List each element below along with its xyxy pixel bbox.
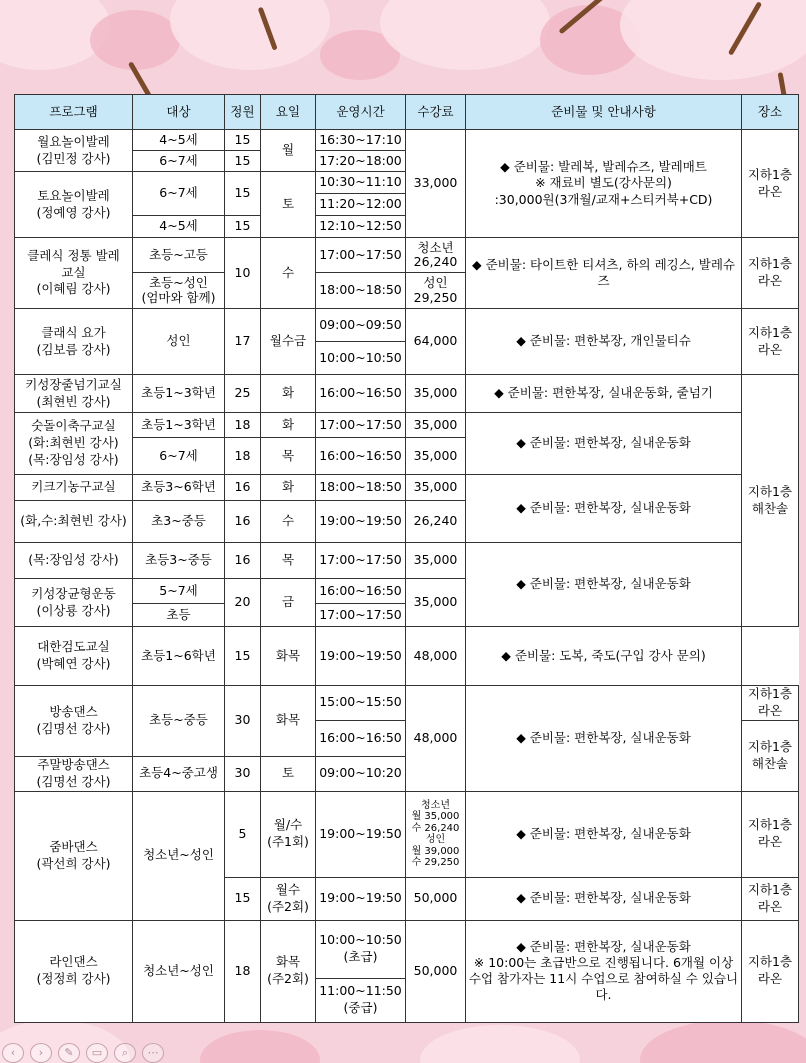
program-cell: 월요놀이발레 (김민정 강사) bbox=[15, 130, 133, 172]
capacity-cell: 15 bbox=[225, 877, 261, 920]
program-cell: 주말방송댄스 (김명선 강사) bbox=[15, 756, 133, 791]
table-row bbox=[15, 686, 799, 721]
time-cell: 18:00~18:50 bbox=[316, 273, 406, 309]
table-row bbox=[15, 543, 799, 579]
capacity-cell: 30 bbox=[225, 756, 261, 791]
target-cell: 6~7세 bbox=[133, 438, 225, 475]
day-cell: 목 bbox=[261, 543, 316, 579]
program-cell: 라인댄스 (정정희 강사) bbox=[15, 920, 133, 1022]
target-cell: 청소년~성인 bbox=[133, 920, 225, 1022]
day-cell: 화목 bbox=[261, 686, 316, 757]
target-cell: 초등3~중등 bbox=[133, 543, 225, 579]
fee-cell: 성인 29,250 bbox=[406, 273, 466, 309]
col-fee: 수강료 bbox=[406, 95, 466, 130]
fee-cell: 청소년 26,240 bbox=[406, 238, 466, 273]
time-cell: 09:00~10:20 bbox=[316, 756, 406, 791]
capacity-cell: 18 bbox=[225, 438, 261, 475]
time-cell: 17:00~17:50 bbox=[316, 543, 406, 579]
target-cell: 5~7세 bbox=[133, 579, 225, 604]
table-row bbox=[15, 375, 799, 413]
program-cell: 키크기농구교실 bbox=[15, 475, 133, 501]
place-cell: 지하1층 라온 bbox=[742, 920, 799, 1022]
capacity-cell: 15 bbox=[225, 130, 261, 151]
col-place: 장소 bbox=[742, 95, 799, 130]
place-cell: 지하1층 라온 bbox=[742, 309, 799, 375]
day-cell: 토 bbox=[261, 172, 316, 238]
time-cell: 16:00~16:50 bbox=[316, 720, 406, 756]
col-day: 요일 bbox=[261, 95, 316, 130]
program-cell: 클래식 요가 (김보름 강사) bbox=[15, 309, 133, 375]
fee-cell: 48,000 bbox=[406, 627, 466, 686]
time-cell: 10:00~10:50 (초급) bbox=[316, 920, 406, 978]
fee-cell: 청소년 월 35,000 수 26,240 성인 월 39,000 수 29,250 bbox=[406, 791, 466, 877]
fee-cell: 35,000 bbox=[406, 438, 466, 475]
schedule-table bbox=[14, 94, 799, 1023]
program-cell: 토요놀이발레 (정예영 강사) bbox=[15, 172, 133, 238]
fee-cell: 35,000 bbox=[406, 543, 466, 579]
capacity-cell: 17 bbox=[225, 309, 261, 375]
place-cell: 지하1층 라온 bbox=[742, 238, 799, 309]
table-row bbox=[15, 238, 799, 273]
time-cell: 17:20~18:00 bbox=[316, 151, 406, 172]
time-cell: 19:00~19:50 bbox=[316, 627, 406, 686]
target-cell: 초3~중등 bbox=[133, 501, 225, 543]
day-cell: 화 bbox=[261, 475, 316, 501]
time-cell: 17:00~17:50 bbox=[316, 604, 406, 627]
capacity-cell: 16 bbox=[225, 475, 261, 501]
day-cell: 화목 (주2회) bbox=[261, 920, 316, 1022]
time-cell: 11:00~11:50 (중급) bbox=[316, 978, 406, 1022]
day-cell: 토 bbox=[261, 756, 316, 791]
place-cell: 지하1층 라온 bbox=[742, 686, 799, 721]
col-time: 운영시간 bbox=[316, 95, 406, 130]
target-cell: 초등~중등 bbox=[133, 686, 225, 757]
fee-cell: 35,000 bbox=[406, 375, 466, 413]
program-cell: 줌바댄스 (곽선희 강사) bbox=[15, 791, 133, 920]
col-program: 프로그램 bbox=[15, 95, 133, 130]
capacity-cell: 30 bbox=[225, 686, 261, 757]
table-row bbox=[15, 413, 799, 438]
time-cell: 16:00~16:50 bbox=[316, 438, 406, 475]
place-cell: 지하1층 해찬솔 bbox=[742, 375, 799, 627]
day-cell: 수 bbox=[261, 501, 316, 543]
screen-icon[interactable]: ▭ bbox=[86, 1043, 108, 1063]
time-cell: 16:00~16:50 bbox=[316, 375, 406, 413]
table-row bbox=[15, 309, 799, 342]
table-row bbox=[15, 475, 799, 501]
slide-toolbar bbox=[2, 1043, 164, 1063]
note-cell: ◆ 준비물: 도복, 죽도(구입 강사 문의) bbox=[466, 627, 742, 686]
time-cell: 19:00~19:50 bbox=[316, 501, 406, 543]
program-cell: 숫돌이축구교실 (화:최현빈 강사) (목:장임성 강사) bbox=[15, 413, 133, 475]
target-cell: 성인 bbox=[133, 309, 225, 375]
time-cell: 19:00~19:50 bbox=[316, 877, 406, 920]
note-cell: ◆ 준비물: 편한복장, 실내운동화, 줄넘기 bbox=[466, 375, 742, 413]
capacity-cell: 15 bbox=[225, 172, 261, 216]
capacity-cell: 25 bbox=[225, 375, 261, 413]
time-cell: 19:00~19:50 bbox=[316, 791, 406, 877]
fee-cell: 35,000 bbox=[406, 413, 466, 438]
fee-cell: 35,000 bbox=[406, 475, 466, 501]
target-cell: 6~7세 bbox=[133, 172, 225, 216]
fee-cell: 26,240 bbox=[406, 501, 466, 543]
note-cell: ◆ 준비물: 편한복장, 개인물티슈 bbox=[466, 309, 742, 375]
capacity-cell: 5 bbox=[225, 791, 261, 877]
target-cell: 초등4~중고생 bbox=[133, 756, 225, 791]
target-cell: 초등~성인 (엄마와 함께) bbox=[133, 273, 225, 309]
pen-icon[interactable]: ✎ bbox=[58, 1043, 80, 1063]
place-cell: 지하1층 라온 bbox=[742, 791, 799, 877]
target-cell: 4~5세 bbox=[133, 216, 225, 238]
target-cell: 초등3~6학년 bbox=[133, 475, 225, 501]
target-cell: 청소년~성인 bbox=[133, 791, 225, 920]
fee-cell: 33,000 bbox=[406, 130, 466, 238]
more-icon[interactable]: ⋯ bbox=[142, 1043, 164, 1063]
note-cell: ◆ 준비물: 편한복장, 실내운동화 bbox=[466, 475, 742, 543]
time-cell: 17:00~17:50 bbox=[316, 238, 406, 273]
time-cell: 10:00~10:50 bbox=[316, 342, 406, 375]
note-cell: ◆ 준비물: 편한복장, 실내운동화 ※ 10:00는 초급반으로 진행됩니다. 6개월 이상 수업 참가자는 11시 수업으로 참여하실 수 있습니다. bbox=[466, 920, 742, 1022]
time-cell: 16:00~16:50 bbox=[316, 579, 406, 604]
header-row bbox=[15, 95, 799, 130]
note-cell: ◆ 준비물: 편한복장, 실내운동화 bbox=[466, 413, 742, 475]
col-note: 준비물 및 안내사항 bbox=[466, 95, 742, 130]
note-cell: ◆ 준비물: 타이트한 티셔츠, 하의 레깅스, 발레슈즈 bbox=[466, 238, 742, 309]
prev-icon[interactable]: ‹ bbox=[2, 1043, 24, 1063]
target-cell: 초등 bbox=[133, 604, 225, 627]
day-cell: 화 bbox=[261, 375, 316, 413]
capacity-cell: 20 bbox=[225, 579, 261, 627]
fee-cell: 50,000 bbox=[406, 877, 466, 920]
note-cell: ◆ 준비물: 발레복, 발레슈즈, 발레매트 ※ 재료비 별도(강사문의) :30,000원(3개월/교재+스티커북+CD) bbox=[466, 130, 742, 238]
day-cell: 목 bbox=[261, 438, 316, 475]
zoom-icon[interactable]: ⌕ bbox=[114, 1043, 136, 1063]
note-cell: ◆ 준비물: 편한복장, 실내운동화 bbox=[466, 791, 742, 877]
time-cell: 10:30~11:10 bbox=[316, 172, 406, 194]
program-cell: 키성장줄넘기교실 (최현빈 강사) bbox=[15, 375, 133, 413]
program-cell: (화,수:최현빈 강사) bbox=[15, 501, 133, 543]
table-row bbox=[15, 627, 799, 686]
capacity-cell: 10 bbox=[225, 238, 261, 309]
fee-cell: 48,000 bbox=[406, 686, 466, 792]
capacity-cell: 15 bbox=[225, 627, 261, 686]
target-cell: 6~7세 bbox=[133, 151, 225, 172]
program-cell: (목:장임성 강사) bbox=[15, 543, 133, 579]
day-cell: 화목 bbox=[261, 627, 316, 686]
fee-cell: 50,000 bbox=[406, 920, 466, 1022]
target-cell: 초등1~3학년 bbox=[133, 413, 225, 438]
place-cell: 지하1층 라온 bbox=[742, 877, 799, 920]
time-cell: 16:30~17:10 bbox=[316, 130, 406, 151]
target-cell: 초등1~3학년 bbox=[133, 375, 225, 413]
note-cell: ◆ 준비물: 편한복장, 실내운동화 bbox=[466, 877, 742, 920]
table-row bbox=[15, 920, 799, 978]
program-cell: 방송댄스 (김명선 강사) bbox=[15, 686, 133, 757]
table-row bbox=[15, 130, 799, 151]
time-cell: 12:10~12:50 bbox=[316, 216, 406, 238]
table-row bbox=[15, 791, 799, 877]
col-target: 대상 bbox=[133, 95, 225, 130]
capacity-cell: 15 bbox=[225, 216, 261, 238]
capacity-cell: 15 bbox=[225, 151, 261, 172]
capacity-cell: 16 bbox=[225, 501, 261, 543]
target-cell: 초등~고등 bbox=[133, 238, 225, 273]
time-cell: 17:00~17:50 bbox=[316, 413, 406, 438]
day-cell: 월수금 bbox=[261, 309, 316, 375]
day-cell: 월수 (주2회) bbox=[261, 877, 316, 920]
target-cell: 4~5세 bbox=[133, 130, 225, 151]
time-cell: 09:00~09:50 bbox=[316, 309, 406, 342]
capacity-cell: 18 bbox=[225, 920, 261, 1022]
next-icon[interactable]: › bbox=[30, 1043, 52, 1063]
capacity-cell: 16 bbox=[225, 543, 261, 579]
program-cell: 클레식 정통 발레 교실 (이혜림 강사) bbox=[15, 238, 133, 309]
col-capacity: 정원 bbox=[225, 95, 261, 130]
note-cell: ◆ 준비물: 편한복장, 실내운동화 bbox=[466, 543, 742, 627]
fee-cell: 35,000 bbox=[406, 579, 466, 627]
day-cell: 화 bbox=[261, 413, 316, 438]
time-cell: 11:20~12:00 bbox=[316, 194, 406, 216]
time-cell: 18:00~18:50 bbox=[316, 475, 406, 501]
program-cell: 키성장균형운동 (이상룡 강사) bbox=[15, 579, 133, 627]
place-cell: 지하1층 해찬솔 bbox=[742, 720, 799, 791]
target-cell: 초등1~6학년 bbox=[133, 627, 225, 686]
program-cell: 대한검도교실 (박혜연 강사) bbox=[15, 627, 133, 686]
day-cell: 수 bbox=[261, 238, 316, 309]
day-cell: 월/수 (주1회) bbox=[261, 791, 316, 877]
place-cell: 지하1층 라온 bbox=[742, 130, 799, 238]
note-cell: ◆ 준비물: 편한복장, 실내운동화 bbox=[466, 686, 742, 792]
capacity-cell: 18 bbox=[225, 413, 261, 438]
day-cell: 금 bbox=[261, 579, 316, 627]
fee-cell: 64,000 bbox=[406, 309, 466, 375]
day-cell: 월 bbox=[261, 130, 316, 172]
time-cell: 15:00~15:50 bbox=[316, 686, 406, 721]
